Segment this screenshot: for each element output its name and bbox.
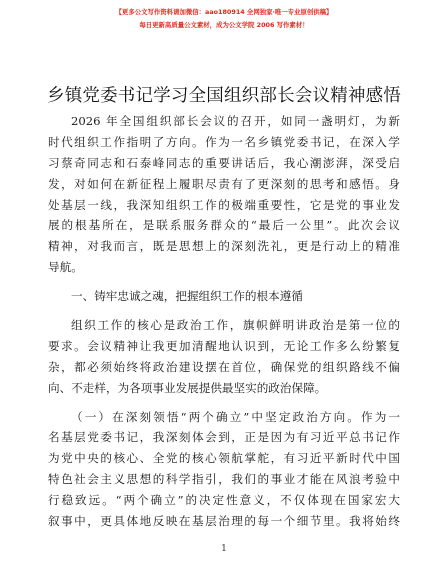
text-line: 发，对如何在新征程上履职尽责有了更深刻的思考和感悟。身 <box>48 176 400 191</box>
page-number: 1 <box>221 544 227 554</box>
text-line: 为党中央的核心、全党的核心领航掌舵，有习近平新时代中国 <box>48 451 400 466</box>
text-line: 处基层一线，我深知组织工作的极端重要性，它是党的事业发 <box>48 197 400 212</box>
text-line: 向、不走样，为各项事业发展提供最坚实的政治保障。 <box>48 380 327 395</box>
text-line: 杂，都必须始终将政治建设摆在首位，确保党的组织路线不偏 <box>48 359 400 374</box>
text-line: 习蔡奇同志和石泰峰同志的重要讲话后，我心潮澎湃，深受启 <box>48 155 400 170</box>
paragraph-two-establishments <box>48 407 400 532</box>
text-line: （一）在深刻领悟“两个确立”中坚定政治方向。作为一 <box>71 409 400 424</box>
document-title: 乡镇党委书记学习全国组织部长会议精神感悟 <box>47 86 401 106</box>
text-line: 导航。 <box>48 260 83 275</box>
text-line: 叙事中，更具体地反映在基层治理的每一个细节里。我将始终 <box>48 514 400 529</box>
text-line: 展的根基所在，是联系服务群众的“最后一公里”。此次会议 <box>48 218 400 233</box>
document-body <box>48 111 400 532</box>
text-line: 一、铸牢忠诚之魂，把握组织工作的根本遵循 <box>71 289 303 304</box>
paragraph-political <box>48 315 400 399</box>
text-line: 行稳致远。“两个确立”的决定性意义，不仅体现在国家宏大 <box>48 493 400 508</box>
text-line: 要求。会议精神让我更加清醒地认识到，无论工作多么纷繁复 <box>48 338 400 353</box>
text-line: 时代组织工作指明了方向。作为一名乡镇党委书记，在深入学 <box>48 134 400 149</box>
text-line: 组织工作的核心是政治工作，旗帜鲜明讲政治是第一位的 <box>71 318 400 333</box>
promo-banner-line-2: 每日更新高质量公文素材，成为公文学院 2006 写作素材！ <box>139 21 309 29</box>
text-line: 2026 年全国组织部长会议的召开，如同一盏明灯，为新 <box>71 114 400 128</box>
section-heading <box>48 286 400 307</box>
text-line: 精神，对我而言，既是思想上的深刻洗礼，更是行动上的精准 <box>48 239 400 254</box>
text-line: 名基层党委书记，我深刻体会到，正是因为有习近平总书记作 <box>48 430 400 445</box>
promo-banner-line-1: 【更多公文写作资料请加微信：aao180914 全网独家·唯一专业原创供稿】 <box>115 8 333 16</box>
text-line: 特色社会主义思想的科学指引，我们的事业才能在风浪考验中 <box>48 472 400 487</box>
paragraph-intro <box>48 111 400 278</box>
